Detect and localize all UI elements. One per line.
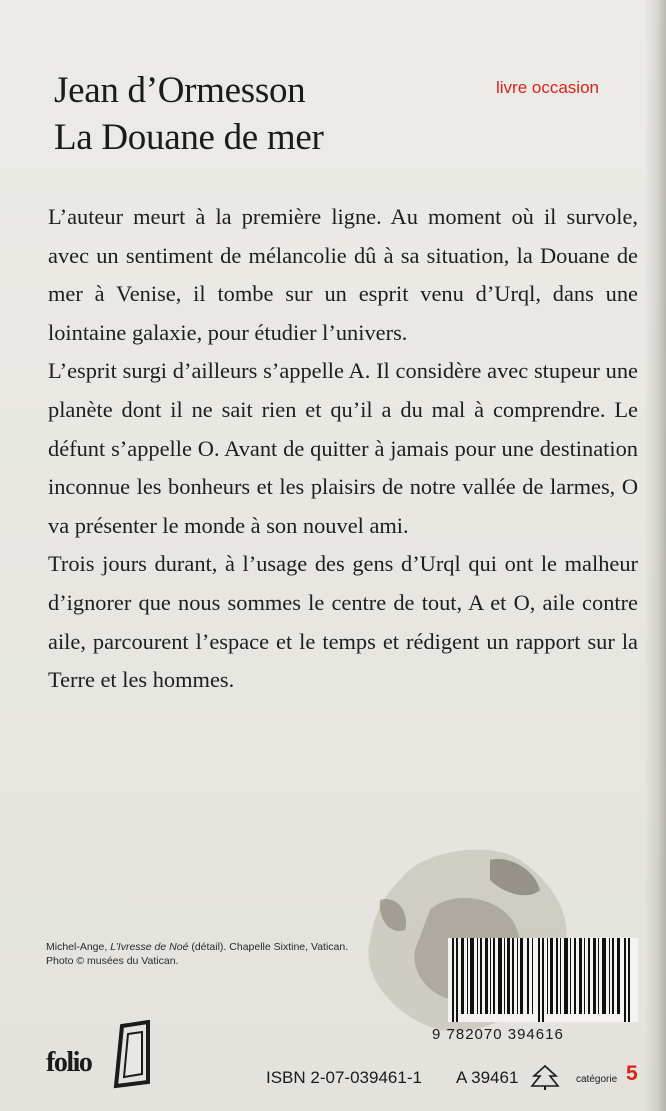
credit-photo: Photo © musées du Vatican.: [46, 955, 179, 967]
blurb: [48, 198, 638, 700]
image-credit: [46, 940, 348, 968]
barcode-number: 9 782070 394616: [432, 1026, 564, 1043]
catalog-code: A 39461: [456, 1068, 519, 1087]
cover-edge-shadow: [644, 0, 666, 1111]
blurb-paragraph-3: Trois jours durant, à l’usage des gens d’Urql qui ont le malheur d’ignorer que nous sommes le centre de tout, A et O, aile contre aile, parcourent l’espace et le temps et rédigent un rapport sur la Terre et les hommes.: [48, 551, 638, 693]
credit-location: (détail). Chapelle Sixtine, Vatican.: [188, 941, 349, 953]
credit-work: L’Ivresse de Noé: [110, 941, 189, 953]
credit-artist: Michel-Ange,: [46, 941, 111, 953]
book-title: La Douane de mer: [54, 117, 324, 158]
tree-icon: [530, 1064, 560, 1090]
category-label: catégorie: [576, 1074, 618, 1085]
isbn: ISBN 2-07-039461-1: [266, 1068, 422, 1087]
author-name: Jean d’Ormesson: [54, 70, 306, 111]
barcode: [448, 938, 638, 1022]
category-number: 5: [626, 1062, 638, 1085]
blurb-paragraph-2: L’esprit surgi d’ailleurs s’appelle A. Il considère avec stupeur une planète dont il ne sait rien et qu’il a du mal à comprendre. Le défunt s’appelle O. Avant de quitter à jamais pour une destination inconnue les bonheurs et les plaisirs de notre vallée de larmes, O va présenter le monde à son nouvel ami.: [48, 358, 638, 538]
used-book-sticker: livre occasion: [496, 78, 599, 97]
blurb-paragraph-1: L’auteur meurt à la première ligne. Au moment où il survole, avec un sentiment de mélancolie dû à sa situation, la Douane de mer à Venise, il tombe sur un esprit venu d’Urql, dans une lointaine galaxie, pour étudier l’univers.: [48, 204, 638, 345]
publisher-name: folio: [46, 1047, 92, 1078]
